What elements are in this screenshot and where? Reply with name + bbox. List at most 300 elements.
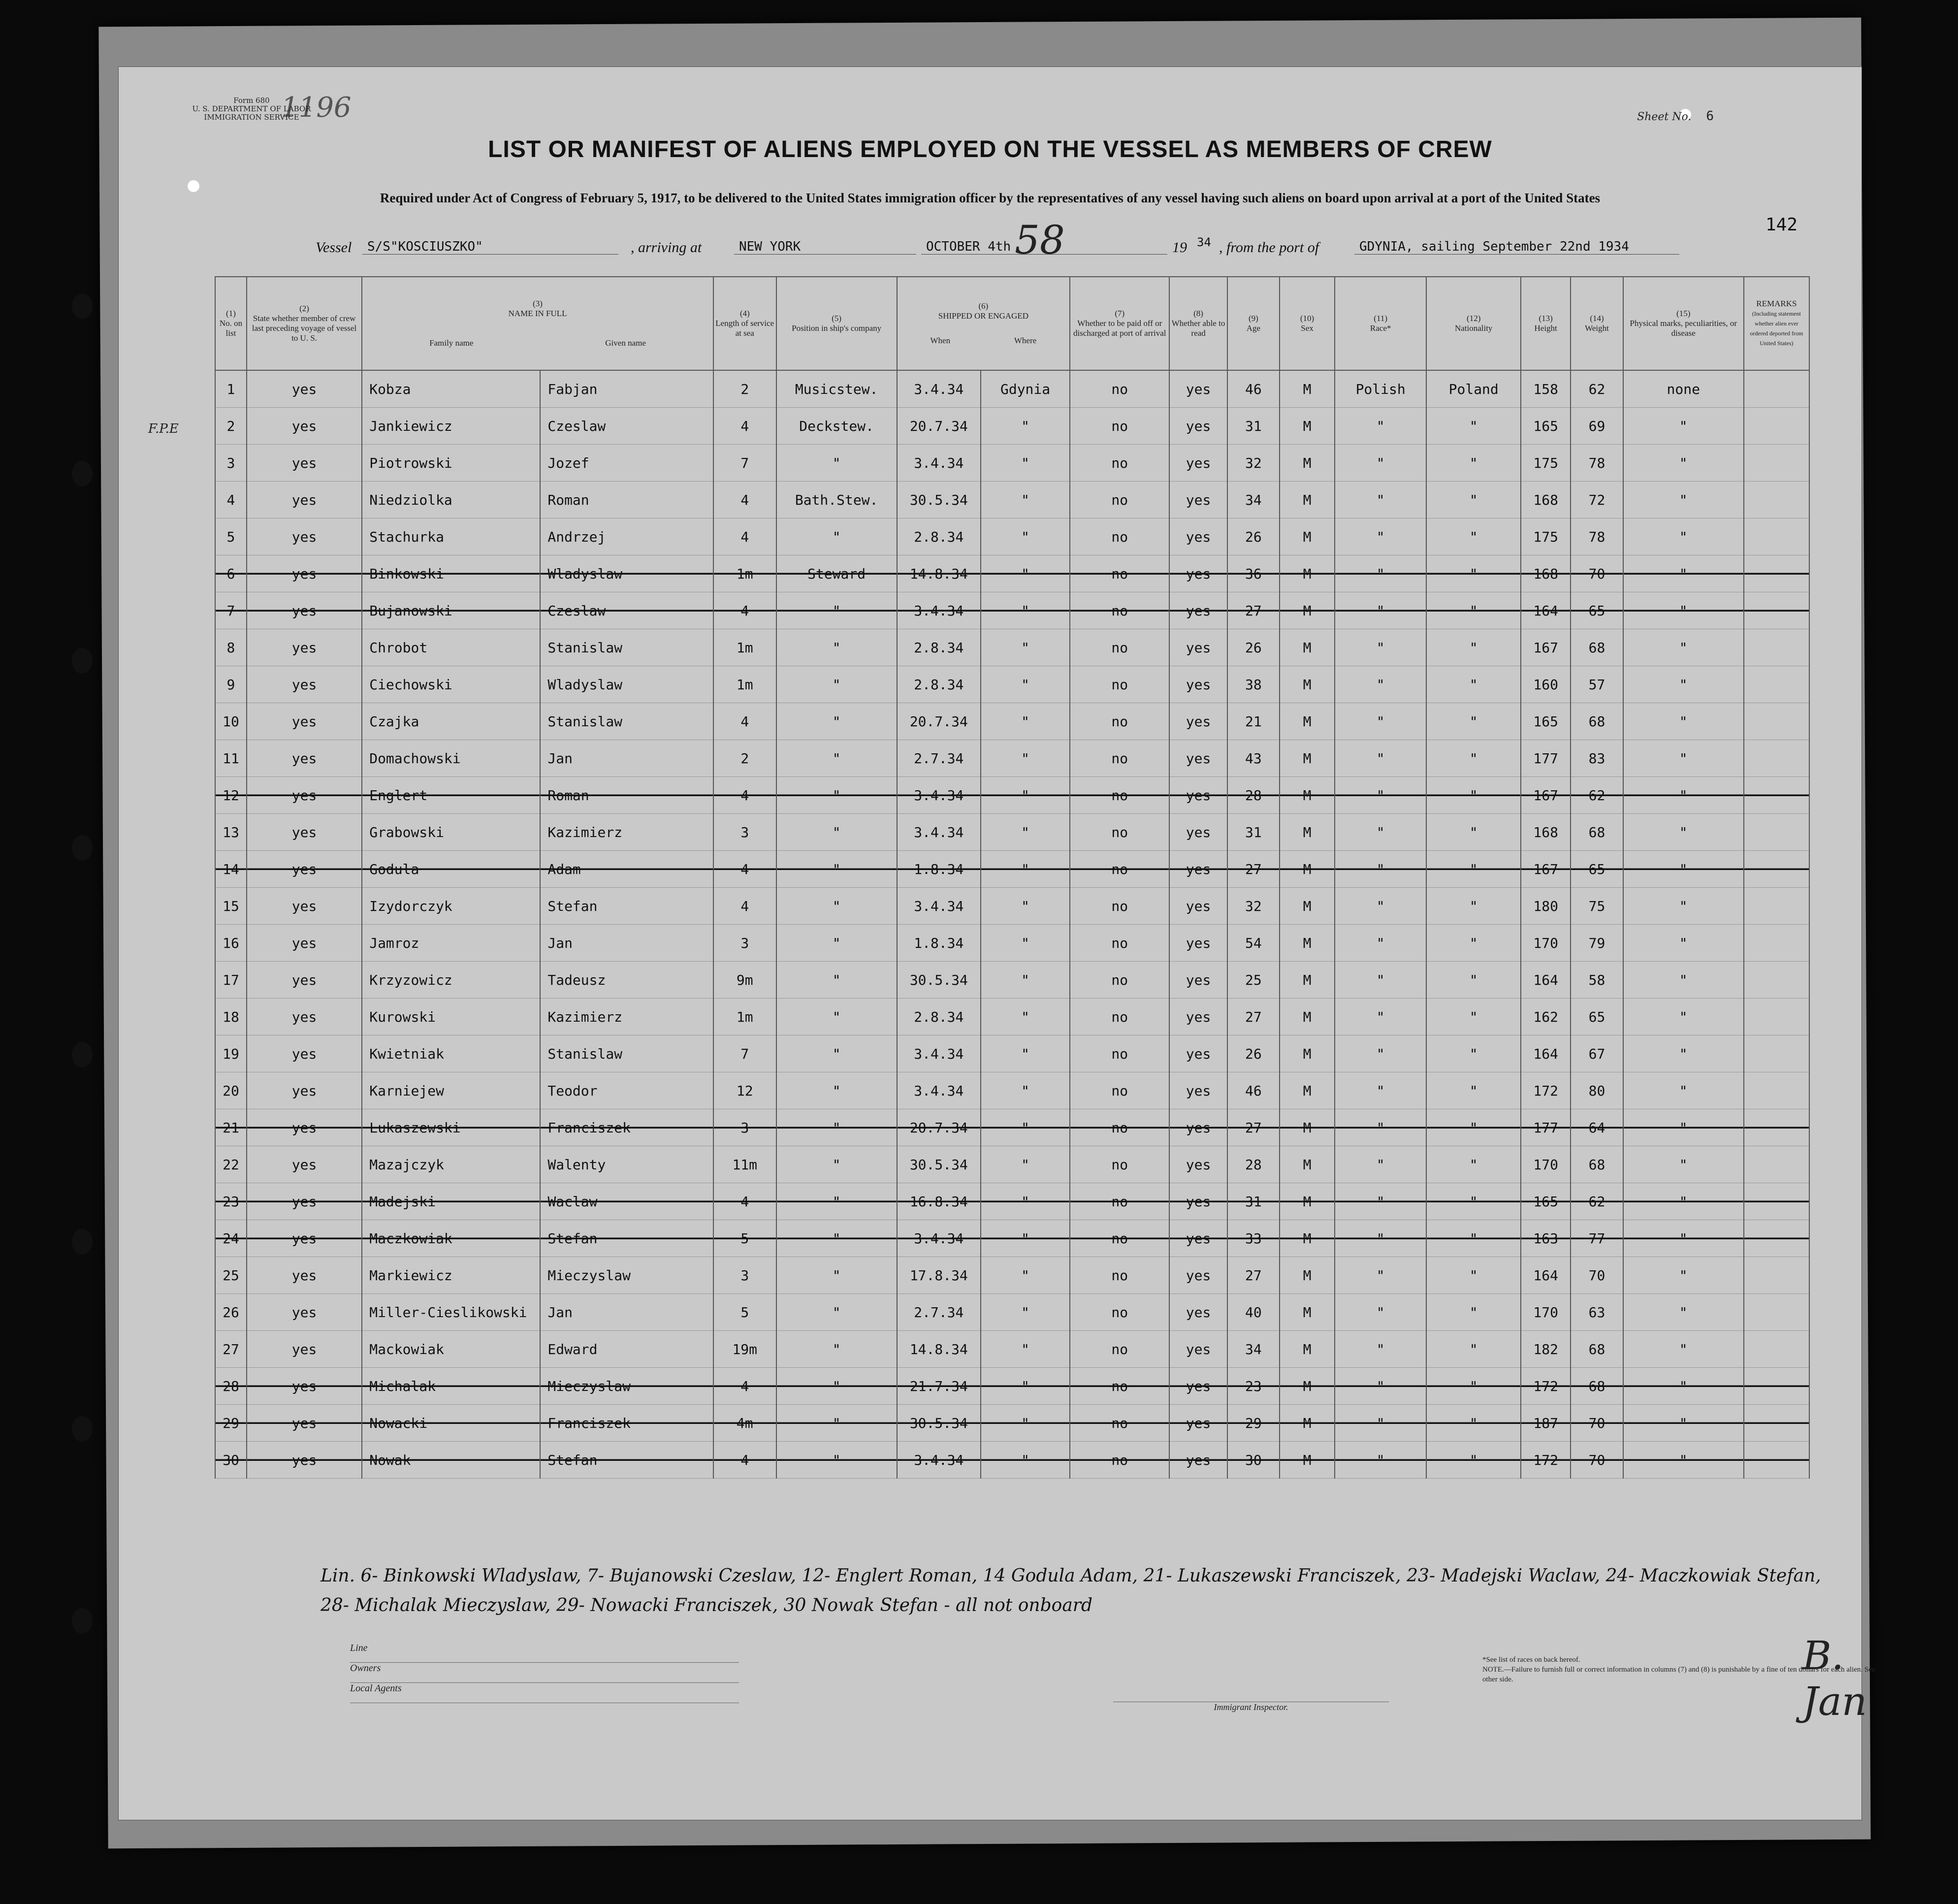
cell-sex: M	[1280, 703, 1335, 740]
cell-race: "	[1335, 1072, 1426, 1109]
header-shipped: (6) SHIPPED OR ENGAGED When Where	[897, 277, 1070, 370]
cell-when: 2.8.34	[897, 518, 981, 555]
cell-age: 54	[1227, 925, 1280, 962]
cell-family: Godula	[362, 851, 540, 888]
cell-race: "	[1335, 1146, 1426, 1183]
cell-read: yes	[1169, 1368, 1227, 1405]
cell-race: "	[1335, 1220, 1426, 1257]
cell-height: 165	[1521, 703, 1571, 740]
cell-position: "	[776, 703, 897, 740]
margin-annotation: F.P.E	[148, 421, 179, 436]
cell-height: 177	[1521, 1109, 1571, 1146]
cell-weight: 78	[1571, 445, 1623, 482]
cell-nat: "	[1426, 888, 1521, 925]
cell-height: 160	[1521, 666, 1571, 703]
cell-nat: "	[1426, 1220, 1521, 1257]
cell-remarks	[1744, 555, 1809, 592]
header-sex: (10) Sex	[1280, 277, 1335, 370]
cell-length: 2	[713, 370, 776, 408]
cell-family: Domachowski	[362, 740, 540, 777]
table-row	[215, 1294, 1809, 1331]
cell-age: 32	[1227, 888, 1280, 925]
cell-nat: "	[1426, 592, 1521, 629]
cell-prev: yes	[247, 999, 362, 1035]
cell-race: "	[1335, 1368, 1426, 1405]
cell-paid: no	[1070, 555, 1169, 592]
table-row	[215, 814, 1809, 851]
cell-when: 30.5.34	[897, 1146, 981, 1183]
cell-remarks	[1744, 482, 1809, 518]
cell-family: Jankiewicz	[362, 408, 540, 445]
cell-length: 1m	[713, 999, 776, 1035]
sheet-label: Sheet No.	[1637, 111, 1692, 123]
cell-sex: M	[1280, 1368, 1335, 1405]
binder-hole	[72, 461, 93, 486]
cell-position: "	[776, 666, 897, 703]
cell-age: 34	[1227, 482, 1280, 518]
cell-height: 172	[1521, 1442, 1571, 1479]
cell-given: Fabjan	[540, 370, 713, 408]
cell-age: 33	[1227, 1220, 1280, 1257]
cell-where: "	[981, 1220, 1070, 1257]
cell-paid: no	[1070, 1220, 1169, 1257]
binder-hole	[72, 1042, 93, 1067]
cell-age: 29	[1227, 1405, 1280, 1442]
cell-no: 29	[215, 1405, 247, 1442]
cell-no: 19	[215, 1035, 247, 1072]
cell-family: Grabowski	[362, 814, 540, 851]
cell-length: 3	[713, 1109, 776, 1146]
cell-given: Kazimierz	[540, 999, 713, 1035]
cell-paid: no	[1070, 445, 1169, 482]
header-no: (1) No. on list	[215, 277, 247, 370]
binder-hole	[72, 648, 93, 674]
cell-remarks	[1744, 518, 1809, 555]
cell-height: 175	[1521, 445, 1571, 482]
cell-marks: "	[1623, 851, 1744, 888]
cell-when: 3.4.34	[897, 814, 981, 851]
cell-race: "	[1335, 666, 1426, 703]
cell-when: 30.5.34	[897, 482, 981, 518]
cell-family: Maczkowiak	[362, 1220, 540, 1257]
cell-nat: "	[1426, 445, 1521, 482]
cell-family: Jamroz	[362, 925, 540, 962]
cell-weight: 64	[1571, 1109, 1623, 1146]
table-row	[215, 1405, 1809, 1442]
cell-no: 8	[215, 629, 247, 666]
cell-given: Stanislaw	[540, 703, 713, 740]
cell-race: "	[1335, 888, 1426, 925]
cell-marks: "	[1623, 629, 1744, 666]
cell-age: 31	[1227, 1183, 1280, 1220]
table-row	[215, 703, 1809, 740]
cell-paid: no	[1070, 1368, 1169, 1405]
cell-length: 3	[713, 1257, 776, 1294]
cell-position: "	[776, 888, 897, 925]
cell-age: 25	[1227, 962, 1280, 999]
cell-position: "	[776, 1442, 897, 1479]
cell-position: "	[776, 740, 897, 777]
cell-when: 3.4.34	[897, 1220, 981, 1257]
cell-weight: 70	[1571, 1442, 1623, 1479]
header-nationality: (12) Nationality	[1426, 277, 1521, 370]
cell-marks: "	[1623, 925, 1744, 962]
cell-read: yes	[1169, 629, 1227, 666]
cell-weight: 62	[1571, 777, 1623, 814]
cell-read: yes	[1169, 777, 1227, 814]
cell-nat: "	[1426, 999, 1521, 1035]
cell-length: 7	[713, 445, 776, 482]
cell-weight: 65	[1571, 999, 1623, 1035]
handwritten-number: 58	[1015, 217, 1065, 263]
cell-marks: "	[1623, 592, 1744, 629]
cell-prev: yes	[247, 1331, 362, 1368]
cell-weight: 57	[1571, 666, 1623, 703]
cell-sex: M	[1280, 740, 1335, 777]
cell-race: "	[1335, 962, 1426, 999]
binder-hole	[72, 835, 93, 861]
arrival-date: OCTOBER 4th	[921, 239, 1167, 255]
cell-weight: 68	[1571, 814, 1623, 851]
cell-paid: no	[1070, 1072, 1169, 1109]
cell-where: "	[981, 1109, 1070, 1146]
year-value: 34	[1197, 235, 1211, 249]
cell-position: "	[776, 1035, 897, 1072]
cell-family: Binkowski	[362, 555, 540, 592]
cell-position: Musicstew.	[776, 370, 897, 408]
sheet-value: 6	[1706, 109, 1714, 124]
cell-height: 167	[1521, 629, 1571, 666]
cell-height: 168	[1521, 482, 1571, 518]
cell-length: 4m	[713, 1405, 776, 1442]
cell-no: 30	[215, 1442, 247, 1479]
cell-length: 4	[713, 518, 776, 555]
cell-sex: M	[1280, 1072, 1335, 1109]
cell-family: Czajka	[362, 703, 540, 740]
cell-remarks	[1744, 1442, 1809, 1479]
sheet-number	[1637, 109, 1714, 124]
cell-position: "	[776, 999, 897, 1035]
department: U. S. DEPARTMENT OF LABOR	[192, 104, 311, 113]
cell-read: yes	[1169, 999, 1227, 1035]
cell-when: 2.8.34	[897, 629, 981, 666]
cell-no: 12	[215, 777, 247, 814]
manifest-table	[215, 276, 1810, 1479]
cell-paid: no	[1070, 888, 1169, 925]
cell-when: 20.7.34	[897, 1109, 981, 1146]
cell-given: Jozef	[540, 445, 713, 482]
cell-nat: "	[1426, 1183, 1521, 1220]
table-row	[215, 1368, 1809, 1405]
cell-where: "	[981, 408, 1070, 445]
cell-position: "	[776, 962, 897, 999]
cell-nat: "	[1426, 851, 1521, 888]
cell-length: 19m	[713, 1331, 776, 1368]
cell-race: "	[1335, 703, 1426, 740]
cell-read: yes	[1169, 666, 1227, 703]
cell-length: 7	[713, 1035, 776, 1072]
cell-where: "	[981, 703, 1070, 740]
manifest-table-wrap	[215, 276, 1810, 1479]
cell-weight: 62	[1571, 370, 1623, 408]
owners-field: Owners	[350, 1663, 739, 1683]
cell-height: 177	[1521, 740, 1571, 777]
cell-length: 4	[713, 1442, 776, 1479]
cell-race: "	[1335, 1442, 1426, 1479]
cell-no: 20	[215, 1072, 247, 1109]
cell-marks: "	[1623, 666, 1744, 703]
cell-height: 182	[1521, 1331, 1571, 1368]
table-row	[215, 1220, 1809, 1257]
binder-hole	[72, 293, 93, 319]
cell-length: 3	[713, 814, 776, 851]
cell-when: 3.4.34	[897, 1035, 981, 1072]
cell-read: yes	[1169, 703, 1227, 740]
cell-position: "	[776, 1331, 897, 1368]
cell-remarks	[1744, 666, 1809, 703]
cell-weight: 79	[1571, 925, 1623, 962]
table-row	[215, 555, 1809, 592]
cell-weight: 67	[1571, 1035, 1623, 1072]
cell-marks: "	[1623, 555, 1744, 592]
table-row	[215, 1146, 1809, 1183]
cell-family: Piotrowski	[362, 445, 540, 482]
header-paid-off: (7) Whether to be paid off or discharged at port of arrival	[1070, 277, 1169, 370]
cell-prev: yes	[247, 1442, 362, 1479]
cell-where: "	[981, 925, 1070, 962]
header-physical: (15) Physical marks, peculiarities, or disease	[1623, 277, 1744, 370]
cell-sex: M	[1280, 555, 1335, 592]
cell-given: Andrzej	[540, 518, 713, 555]
cell-remarks	[1744, 1405, 1809, 1442]
cell-sex: M	[1280, 666, 1335, 703]
cell-family: Markiewicz	[362, 1257, 540, 1294]
cell-race: "	[1335, 482, 1426, 518]
cell-remarks	[1744, 1109, 1809, 1146]
cell-family: Ciechowski	[362, 666, 540, 703]
cell-race: "	[1335, 740, 1426, 777]
cell-position: "	[776, 445, 897, 482]
cell-family: Madejski	[362, 1183, 540, 1220]
cell-height: 158	[1521, 370, 1571, 408]
cell-when: 3.4.34	[897, 1072, 981, 1109]
cell-read: yes	[1169, 1109, 1227, 1146]
cell-where: Gdynia	[981, 370, 1070, 408]
cell-when: 2.7.34	[897, 1294, 981, 1331]
cell-paid: no	[1070, 1035, 1169, 1072]
cell-position: "	[776, 1294, 897, 1331]
cell-age: 31	[1227, 408, 1280, 445]
cell-nat: "	[1426, 666, 1521, 703]
cell-sex: M	[1280, 888, 1335, 925]
cell-paid: no	[1070, 1109, 1169, 1146]
cell-given: Stefan	[540, 1220, 713, 1257]
cell-height: 175	[1521, 518, 1571, 555]
footer-fields	[350, 1643, 739, 1703]
cell-read: yes	[1169, 851, 1227, 888]
cell-sex: M	[1280, 1109, 1335, 1146]
cell-given: Edward	[540, 1331, 713, 1368]
cell-race: "	[1335, 1035, 1426, 1072]
cell-prev: yes	[247, 1183, 362, 1220]
cell-nat: "	[1426, 1109, 1521, 1146]
cell-position: Steward	[776, 555, 897, 592]
cell-prev: yes	[247, 962, 362, 999]
cell-no: 27	[215, 1331, 247, 1368]
cell-remarks	[1744, 1257, 1809, 1294]
cell-when: 1.8.34	[897, 851, 981, 888]
cell-sex: M	[1280, 1294, 1335, 1331]
cell-where: "	[981, 1072, 1070, 1109]
cell-age: 27	[1227, 1257, 1280, 1294]
cell-read: yes	[1169, 482, 1227, 518]
cell-when: 3.4.34	[897, 1442, 981, 1479]
cell-length: 4	[713, 851, 776, 888]
cell-where: "	[981, 592, 1070, 629]
cell-position: "	[776, 1257, 897, 1294]
cell-nat: "	[1426, 1331, 1521, 1368]
cell-length: 1m	[713, 629, 776, 666]
cell-paid: no	[1070, 1257, 1169, 1294]
cell-when: 20.7.34	[897, 703, 981, 740]
cell-age: 26	[1227, 629, 1280, 666]
table-row	[215, 1072, 1809, 1109]
cell-nat: "	[1426, 555, 1521, 592]
cell-marks: "	[1623, 888, 1744, 925]
cell-length: 1m	[713, 555, 776, 592]
cell-no: 26	[215, 1294, 247, 1331]
cell-prev: yes	[247, 1257, 362, 1294]
cell-weight: 68	[1571, 1331, 1623, 1368]
cell-race: "	[1335, 518, 1426, 555]
cell-where: "	[981, 482, 1070, 518]
cell-when: 3.4.34	[897, 445, 981, 482]
header-weight: (14) Weight	[1571, 277, 1623, 370]
cell-height: 187	[1521, 1405, 1571, 1442]
cell-no: 15	[215, 888, 247, 925]
cell-paid: no	[1070, 925, 1169, 962]
cell-age: 28	[1227, 777, 1280, 814]
table-row	[215, 999, 1809, 1035]
cell-remarks	[1744, 777, 1809, 814]
cell-position: "	[776, 1183, 897, 1220]
cell-paid: no	[1070, 1331, 1169, 1368]
cell-marks: "	[1623, 1405, 1744, 1442]
cell-length: 4	[713, 1183, 776, 1220]
cell-prev: yes	[247, 445, 362, 482]
cell-nat: Poland	[1426, 370, 1521, 408]
cell-sex: M	[1280, 1442, 1335, 1479]
cell-sex: M	[1280, 1035, 1335, 1072]
cell-where: "	[981, 1183, 1070, 1220]
cell-remarks	[1744, 814, 1809, 851]
cell-where: "	[981, 740, 1070, 777]
cell-race: "	[1335, 1405, 1426, 1442]
cell-age: 36	[1227, 555, 1280, 592]
cell-given: Kazimierz	[540, 814, 713, 851]
cell-read: yes	[1169, 1072, 1227, 1109]
cell-given: Jan	[540, 925, 713, 962]
cell-given: Franciszek	[540, 1405, 713, 1442]
service: IMMIGRATION SERVICE	[204, 113, 299, 122]
cell-when: 3.4.34	[897, 777, 981, 814]
cell-weight: 70	[1571, 1257, 1623, 1294]
cell-marks: "	[1623, 1183, 1744, 1220]
cell-nat: "	[1426, 1405, 1521, 1442]
cell-age: 30	[1227, 1442, 1280, 1479]
cell-paid: no	[1070, 1146, 1169, 1183]
cell-weight: 70	[1571, 555, 1623, 592]
cell-race: "	[1335, 445, 1426, 482]
cell-when: 20.7.34	[897, 408, 981, 445]
cell-position: "	[776, 629, 897, 666]
cell-family: Izydorczyk	[362, 888, 540, 925]
cell-family: Bujanowski	[362, 592, 540, 629]
cell-given: Czeslaw	[540, 592, 713, 629]
cell-race: "	[1335, 999, 1426, 1035]
cell-length: 4	[713, 1368, 776, 1405]
cell-age: 40	[1227, 1294, 1280, 1331]
cell-paid: no	[1070, 518, 1169, 555]
cell-paid: no	[1070, 629, 1169, 666]
cell-height: 172	[1521, 1072, 1571, 1109]
table-row	[215, 1109, 1809, 1146]
header-height: (13) Height	[1521, 277, 1571, 370]
cell-height: 180	[1521, 888, 1571, 925]
cell-remarks	[1744, 1220, 1809, 1257]
cell-prev: yes	[247, 777, 362, 814]
cell-prev: yes	[247, 629, 362, 666]
cell-nat: "	[1426, 777, 1521, 814]
cell-sex: M	[1280, 518, 1335, 555]
cell-remarks	[1744, 1368, 1809, 1405]
cell-height: 165	[1521, 408, 1571, 445]
cell-weight: 68	[1571, 629, 1623, 666]
cell-read: yes	[1169, 1331, 1227, 1368]
cell-height: 170	[1521, 925, 1571, 962]
table-row	[215, 851, 1809, 888]
cell-weight: 70	[1571, 1405, 1623, 1442]
cell-when: 3.4.34	[897, 592, 981, 629]
cell-where: "	[981, 1442, 1070, 1479]
cell-prev: yes	[247, 814, 362, 851]
cell-no: 16	[215, 925, 247, 962]
cell-nat: "	[1426, 1257, 1521, 1294]
header-prev-voyage: (2) State whether member of crew last preceding voyage of vessel to U. S.	[247, 277, 362, 370]
cell-remarks	[1744, 1331, 1809, 1368]
cell-height: 168	[1521, 555, 1571, 592]
cell-no: 17	[215, 962, 247, 999]
cell-position: "	[776, 777, 897, 814]
manifest-rows	[215, 370, 1809, 1479]
table-row	[215, 482, 1809, 518]
cell-nat: "	[1426, 740, 1521, 777]
cell-no: 6	[215, 555, 247, 592]
cell-paid: no	[1070, 1183, 1169, 1220]
cell-paid: no	[1070, 1294, 1169, 1331]
cell-nat: "	[1426, 482, 1521, 518]
cell-sex: M	[1280, 999, 1335, 1035]
cell-race: "	[1335, 1183, 1426, 1220]
cell-no: 7	[215, 592, 247, 629]
cell-read: yes	[1169, 1405, 1227, 1442]
cell-no: 4	[215, 482, 247, 518]
cell-height: 170	[1521, 1146, 1571, 1183]
cell-where: "	[981, 445, 1070, 482]
cell-remarks	[1744, 851, 1809, 888]
cell-race: "	[1335, 592, 1426, 629]
cell-given: Mieczyslaw	[540, 1368, 713, 1405]
